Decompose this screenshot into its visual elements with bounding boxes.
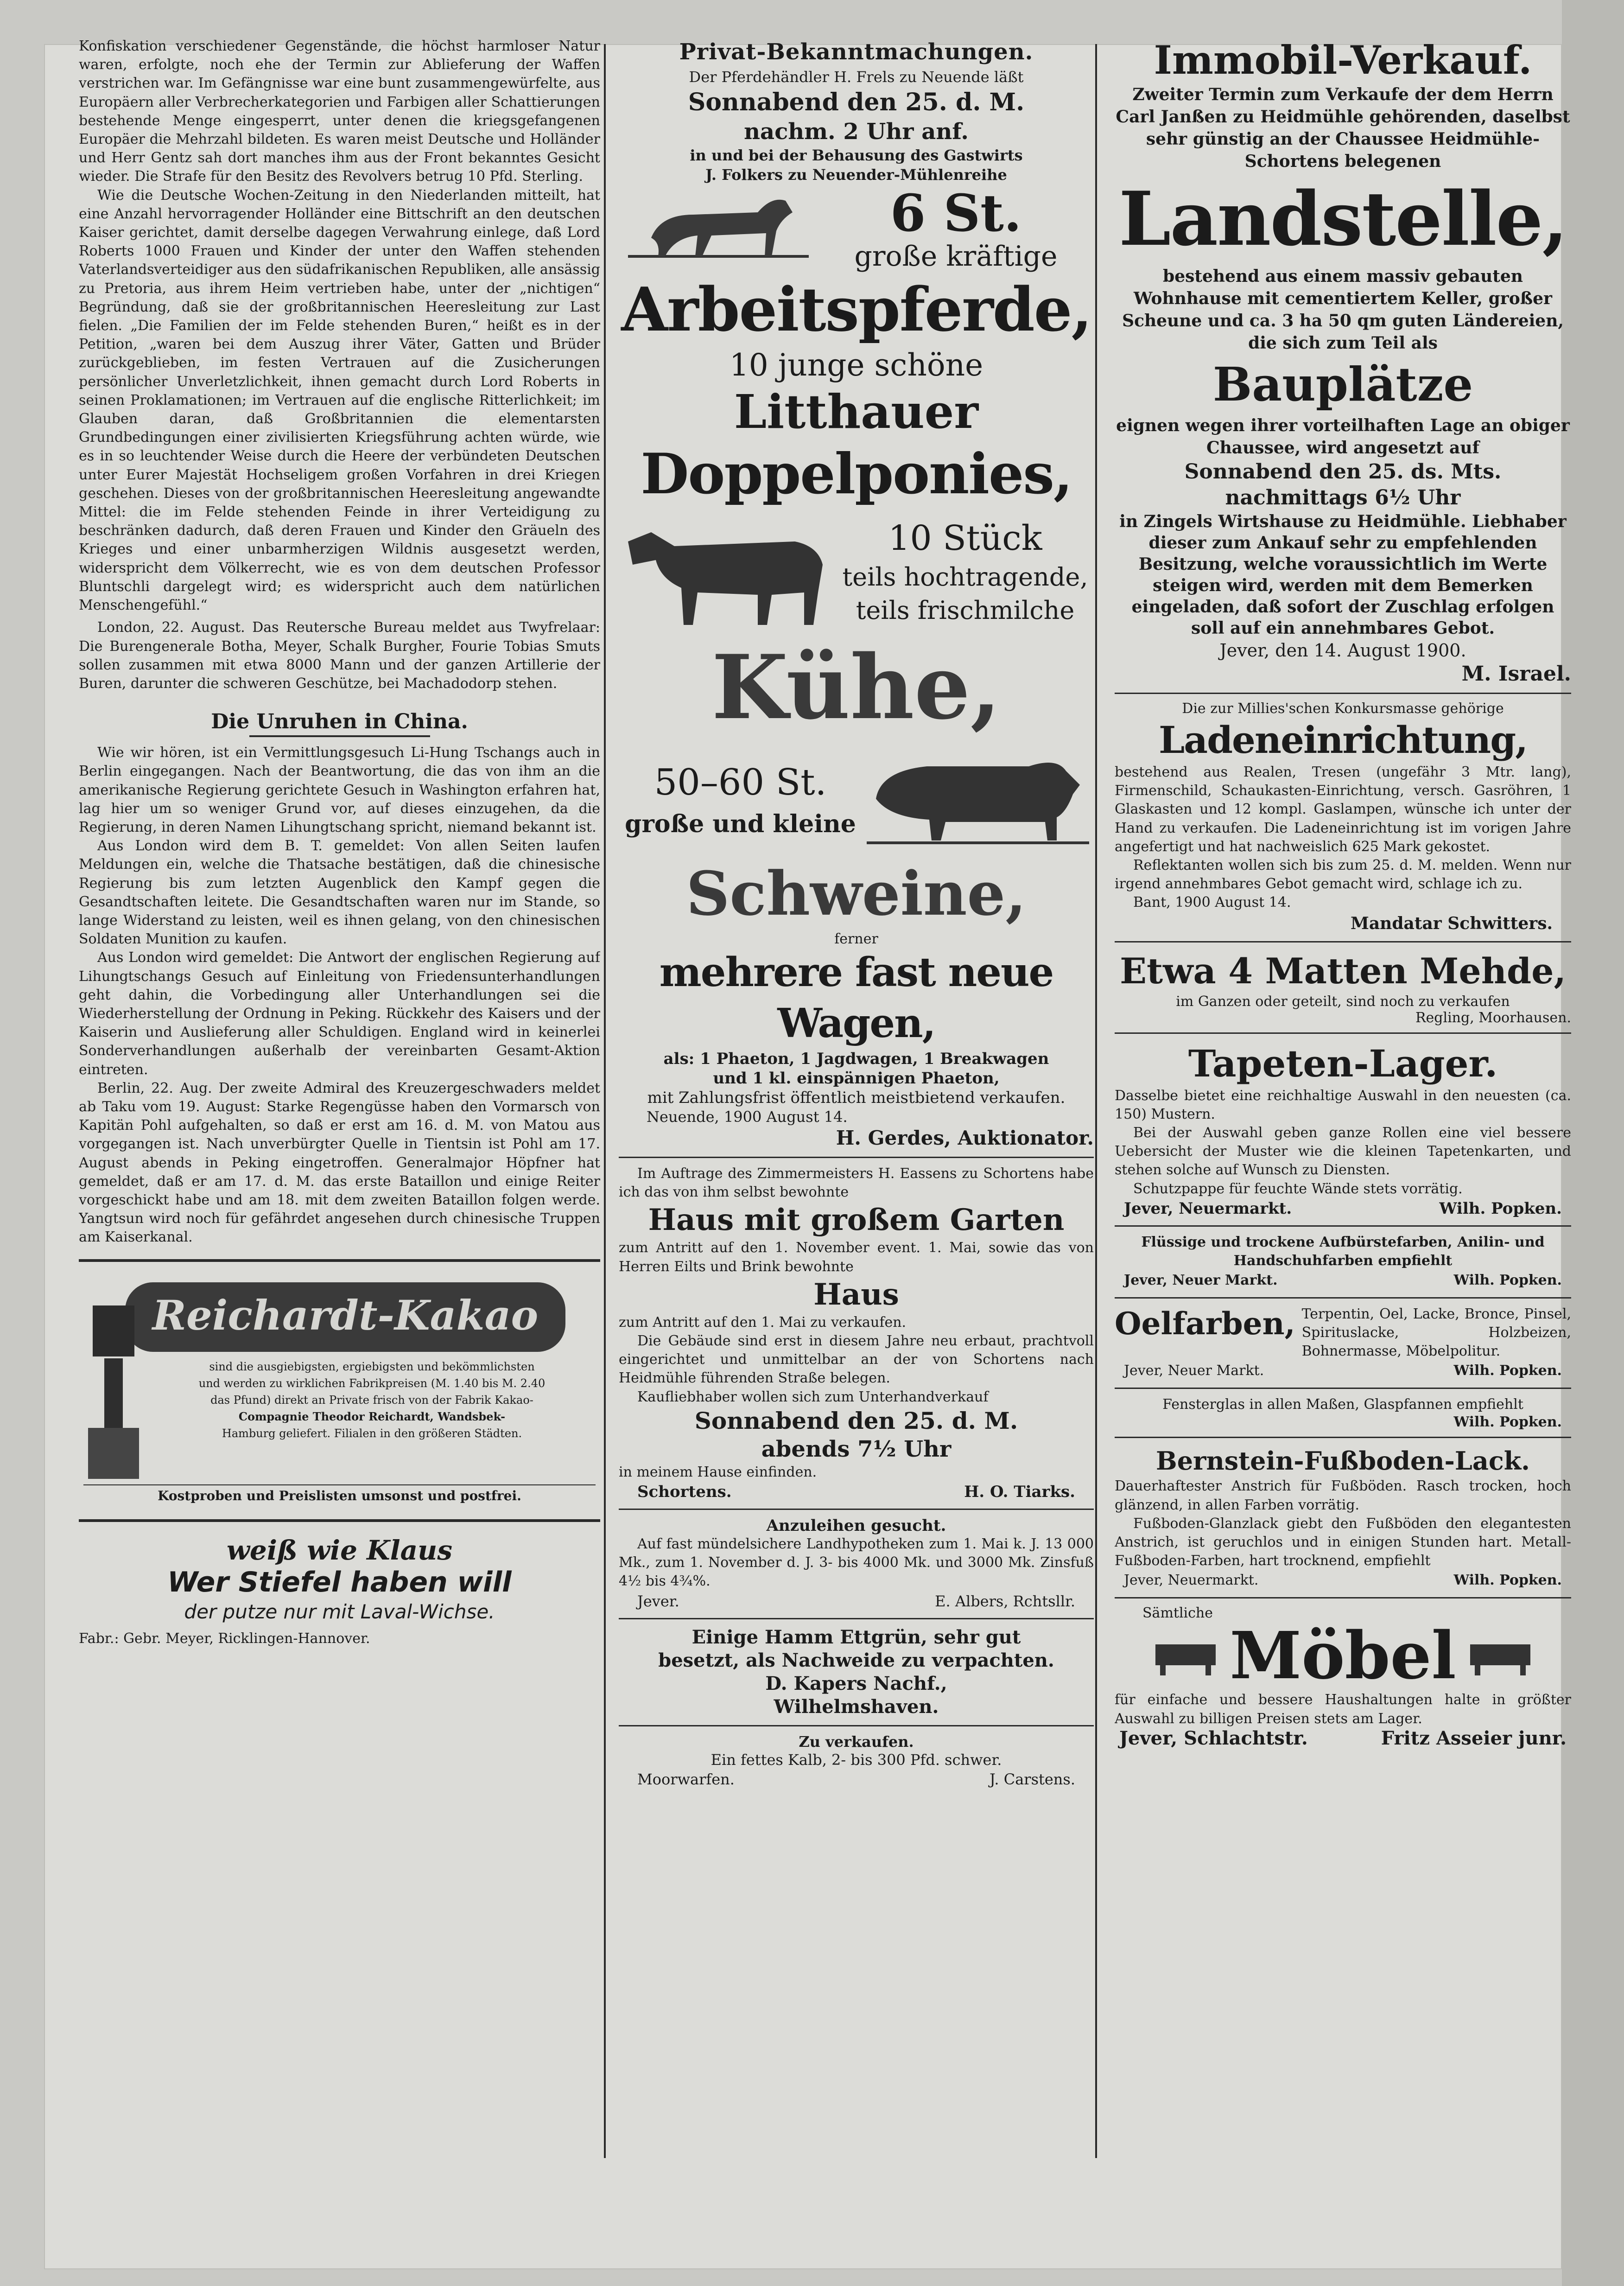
article-paragraph: Wie die Deutsche Wochen-Zeitung in den Niederlanden mitteilt, hat eine Anzahl hervorragender Holländer eine Bittschrift an den deutschen Kaiser gerichtet, damit derselbe dagegen Verwahrung einlege, daß Lord Roberts 1000 Frauen und Kinder der unter den Waffen stehenden Vaterlandsverteidiger aus den südafrikanischen Republiken, alle ansässig zu Pretoria, aus ihrem Heim vertrieben habe, unter der „nichtigen“ Begründung, daß sie der großbritannischen Heeresleitung zur Last fielen. „Die Familien der im Felde stehenden Buren,“ heißt es in der Petition, „waren bei dem Auszug ihrer Väter, Gatten und Brüder zurückgeblieben, im festen Vertrauen auf die Zusicherungen persönlicher Unverletzlichkeit, ihnen gemacht durch Lord Roberts in seinen Proklamationen; im Vertrauen auf die englische Ritterlichkeit; im Glauben daran, daß Großbritannien die elementarsten Grundbedingungen einer zivilisierten Kriegsführung achten würde, wie es in so leuchtender Weise durch die Heere der verbündeten Deutschen unter Eurer Majestät Hochseligem großen Vorfahren in drei Kriegen geschehen. Dieses von der großbritannischen Heeresleitung angewandte Mittel: die im Felde stehenden Feinde in ihrer Verteidigung zu beschränken dadurch, daß deren Frauen und Kinder den Gräueln des Krieges und einer unbarmherzigen Wildnis ausgesetzt werden, widerspricht dem Völkerrecht, wie es von dem deutschen Professor Bluntschli dargelegt wird; es widerspricht auch dem natürlichen Menschengefühl.“: [79, 187, 600, 614]
column-3: [1115, 37, 1571, 2170]
ad-text: für einfache und bessere Haushaltungen halte in größter Auswahl zu billigen Preisen stets am Lager.: [1115, 1692, 1571, 1727]
article-paragraph: Aus London wird gemeldet: Die Antwort der englischen Regierung auf Lihungtschangs Gesuch auf Einleitung von Friedensunterhandlungen geht dahin, die Vorbedingung aller Unterhandlungen sei die Wiederherstellung der Ordnung in Peking. Rückkehr des Kaisers und der Kaiserin und Auslieferung aller Schuldigen. England wird in keinerlei Sonderverhandlungen außerhalb der vereinbarten Gesamt-Aktion eintreten.: [79, 949, 600, 1078]
ad-line: Hamburg geliefert. Filialen in den größeren Städten.: [222, 1426, 522, 1440]
article-paragraph: Aus London wird dem B. T. gemeldet: Von allen Seiten laufen Meldungen ein, welche die Thatsache bestätigen, daß die chinesische Regierung bis zum letzten Augenblick den Kampf gegen die Gesandtschaften leitete. Die Gesandtschaften waren nur im Stande, so lange Widerstand zu leisten, weil es ihnen gelang, von den chinesischen Soldaten Munition zu kaufen.: [79, 838, 600, 948]
ad-place: Jever, Neuer Markt.: [1124, 1272, 1278, 1288]
ad-line: Der Pferdehändler H. Frels zu Neuende läßt: [689, 68, 1024, 86]
ad-line: teils hochtragende,: [842, 562, 1088, 592]
ad-text: bestehend aus Realen, Tresen (ungefähr 3 Mtr. lang), Firmenschild, Schaukasten-Einrichtung, versch. Gasröhren, 1 Glaskasten und 12 kompl. Gaslampen, wünsche ich unter der Hand zu verkaufen. Die Ladeneinrichtung ist im vorigen Jahre angefertigt und hat nachweislich 625 Mark gekostet.: [1115, 764, 1571, 855]
big-headline: Möbel: [1230, 1618, 1456, 1694]
furniture-icon: [1151, 1635, 1220, 1677]
ad-script-logo: weiß wie Klaus: [226, 1534, 453, 1566]
divider: [1115, 693, 1571, 694]
ad-footer: Kostproben und Preislisten umsonst und postfrei.: [83, 1484, 596, 1503]
ad-line: Einige Hamm Ettgrün, sehr gut: [691, 1626, 1021, 1648]
ad-signature: Fritz Asseier junr.: [1381, 1727, 1567, 1749]
big-headline: Bernstein-Fußboden-Lack.: [1156, 1446, 1530, 1476]
divider: [1115, 1437, 1571, 1438]
big-headline: Litthauer: [734, 384, 979, 439]
ad-text: Reflektanten wollen sich bis zum 25. d. M. melden. Wenn nur irgend annehmbares Gebot gemacht wird, schlage ich zu.: [1115, 857, 1571, 892]
ad-date: Jever, den 14. August 1900.: [1219, 640, 1466, 661]
section-heading: Die Unruhen in China.: [211, 710, 468, 734]
ad-line: D. Kapers Nachf.,: [765, 1672, 947, 1694]
ad-text: Die Gebäude sind erst in diesem Jahre neu erbaut, prachtvoll eingerichtet und unmittelbar an der von Schortens nach Heidmühle führenden Straße belegen.: [619, 1333, 1094, 1387]
ad-slogan: Wer Stiefel haben will: [167, 1566, 512, 1598]
ad-text: im Ganzen oder geteilt, sind noch zu verkaufen: [1176, 993, 1510, 1010]
ad-text: Dauerhaftester Anstrich für Fußböden. Rasch trocken, hoch glänzend, in allen Farben vorrätig.: [1115, 1478, 1571, 1513]
animal-count: 6 St.: [890, 183, 1022, 243]
ad-line: J. Folkers zu Neuender-Mühlenreihe: [705, 166, 1007, 184]
column-rule-1: [604, 44, 606, 2158]
ad-text: Zweiter Termin zum Verkaufe der dem Herrn Carl Janßen zu Heidmühle gehörenden, daselbst sehr günstig an der Chaussee Heidmühle-Schortens belegenen: [1116, 85, 1570, 171]
ad-line: und werden zu wirklichen Fabrikpreisen (M. 1.40 bis M. 2.40: [198, 1376, 546, 1390]
big-headline: Oelfarben,: [1115, 1305, 1295, 1342]
ad-headline: Haus: [813, 1277, 899, 1312]
ad-text: Bei der Auswahl geben ganze Rollen eine viel bessere Uebersicht der Muster wie die kleinen Tapetenkarten, und stehen solche auf Wunsch zu Diensten.: [1115, 1125, 1571, 1178]
ad-time: abends 7½ Uhr: [761, 1436, 952, 1462]
divider: [79, 1259, 600, 1262]
article-paragraph: Konfiskation verschiedener Gegenstände, die höchst harmloser Natur waren, erfolgte, noch ehe der Termin zur Ablieferung der Waffen verstrichen war. Im Gefängnisse war eine bunt zusammengewürfelte, aus Europäern aller Verbrecherkategorien und Farbigen aller Schattierungen bestehende Menge eingesperrt, unter denen die kriegsgefangenen Europäer die Mehrzahl bildeten. Es waren meist Deutsche und Holländer und Herr Gentz sah dort manches ihm aus der Front bekanntes Gesicht wieder. Die Strafe für den Besitz des Revolvers betrug 10 Pfd. Sterling.: [79, 38, 600, 185]
divider: [1115, 1297, 1571, 1299]
ad-line: 10 junge schöne: [729, 347, 983, 383]
ad-reichardt: [79, 1268, 600, 1513]
reichardt-logo-text: Reichardt-Kakao: [152, 1291, 539, 1339]
ad-place: Moorwarfen.: [637, 1770, 735, 1788]
column-2: [619, 37, 1094, 2170]
big-headline: Etwa 4 Matten Mehde,: [1120, 950, 1566, 992]
ad-text: Flüssige und trockene Aufbürstefarben, Anilin- und Handschuhfarben empfiehlt: [1141, 1234, 1545, 1269]
ad-text: Dasselbe bietet eine reichhaltige Auswahl in den neuesten (ca. 150) Mustern.: [1115, 1087, 1571, 1122]
ad-line: in und bei der Behausung des Gastwirts: [690, 146, 1023, 164]
big-headline: Arbeitspferde,: [621, 274, 1091, 345]
ad-line: sind die ausgiebigsten, ergiebigsten und bekömmlichsten: [209, 1360, 535, 1373]
ad-line: als: 1 Phaeton, 1 Jagdwagen, 1 Breakwagen: [663, 1050, 1049, 1068]
divider: [619, 1725, 1094, 1726]
ad-signature: Wilh. Popken.: [1453, 1414, 1562, 1431]
ad-place: Jever.: [637, 1592, 679, 1610]
divider: [1115, 1597, 1571, 1598]
divider: [79, 1519, 600, 1522]
ad-headline: Haus mit großem Garten: [648, 1203, 1065, 1238]
big-headline: Ladeneinrichtung,: [1158, 718, 1528, 762]
ad-signature: Wilh. Popken.: [1453, 1272, 1562, 1288]
big-headline: Landstelle,: [1118, 175, 1567, 262]
ad-headline: Zu verkaufen.: [799, 1732, 914, 1751]
ad-line: mit Zahlungsfrist öffentlich meistbietend verkaufen.: [647, 1089, 1066, 1107]
ad-line: Wilhelmshaven.: [774, 1695, 939, 1718]
ad-line: teils frischmilche: [856, 596, 1075, 625]
ad-place: Jever, Neuermarkt.: [1124, 1572, 1259, 1589]
big-headline: mehrere fast neue Wagen,: [659, 949, 1053, 1047]
divider: [619, 1157, 1094, 1158]
ad-text: Fensterglas in allen Maßen, Glaspfannen empfiehlt: [1162, 1396, 1523, 1413]
big-headline: Schweine,: [686, 858, 1027, 929]
ad-text: zum Antritt auf den 1. November event. 1. Mai, sowie das von Herren Eilts und Brink bewohnte: [619, 1240, 1094, 1275]
column-rule-2: [1095, 44, 1097, 2158]
ad-time: nachmittags 6½ Uhr: [1225, 486, 1461, 509]
ad-text: Im Auftrage des Zimmermeisters H. Eassens zu Schortens habe ich das von ihm selbst bewohnte: [619, 1165, 1094, 1201]
divider: [619, 1509, 1094, 1510]
ad-place: Jever, Neuer Markt.: [1124, 1363, 1264, 1379]
section-heading: Immobil-Verkauf.: [1154, 37, 1532, 83]
big-headline: Tapeten-Lager.: [1188, 1041, 1498, 1085]
ad-signature: J. Carstens.: [990, 1770, 1075, 1788]
ad-date: Bant, 1900 August 14.: [1133, 894, 1291, 911]
ad-laval-wichse: [79, 1528, 600, 1653]
divider: [1115, 1225, 1571, 1227]
ad-text: Terpentin, Oel, Lacke, Bronce, Pinsel, Spirituslacke, Holzbeizen, Bohnermasse, Möbelpolitur.: [1301, 1305, 1571, 1360]
article-paragraph: London, 22. August. Das Reutersche Bureau meldet aus Twyfrelaar: Die Burengenerale Botha, Meyer, Schalk Burgher, Fourie Tobias Smuts sollen zusammen mit etwa 8000 Mann und der ganzen Artillerie der Buren, darunter die schweren Geschütze, bei Machadodorp stehen.: [79, 619, 600, 692]
ad-signature: H. O. Tiarks.: [964, 1483, 1075, 1502]
ad-signature: Regling, Moorhausen.: [1415, 1009, 1571, 1026]
big-headline: Kühe,: [711, 636, 1001, 739]
column-1: [79, 37, 600, 2197]
ad-signature: Wilh. Popken.: [1439, 1199, 1562, 1218]
big-headline: Bauplätze: [1212, 357, 1473, 412]
big-headline: Doppelponies,: [641, 441, 1072, 507]
ad-line: Compagnie Theodor Reichardt, Wandsbek-: [238, 1409, 506, 1423]
divider: [1115, 1032, 1571, 1034]
article-paragraph: Berlin, 22. Aug. Der zweite Admiral des Kreuzergeschwaders meldet ab Taku vom 19. August: Starke Regengüsse haben den Vormarsch von Kapitän Pohl aufgehalten, so daß er erst am 16. d. M. von Matou aus vorgegangen ist. Nach unverbürgter Quelle in Tientsin ist Pohl am 17. August abends in Peking eingetroffen. Generalmajor Höpfner hat gemeldet, daß er am 17. d. M. das erste Bataillon und einige Reiter vorgeschickt habe und am 18. mit dem zweiten Bataillon folgen werde. Yangtsun wird noch für gefährdet angesehen durch chinesische Truppen am Kaiserkanal.: [79, 1080, 600, 1246]
ad-text: Kaufliebhaber wollen sich zum Unterhandverkauf: [637, 1388, 989, 1405]
page-edge: [1562, 0, 1624, 2286]
horse-icon: [619, 187, 818, 270]
ad-place: Schortens.: [637, 1483, 732, 1502]
ad-signature: Wilh. Popken.: [1453, 1572, 1562, 1589]
ad-signature: H. Gerdes, Auktionator.: [836, 1127, 1094, 1149]
divider: [619, 1618, 1094, 1619]
ad-headline: Anzuleihen gesucht.: [766, 1516, 946, 1535]
divider: [1115, 941, 1571, 942]
article-paragraph: Wie wir hören, ist ein Vermittlungsgesuch Li-Hung Tschangs auch in Berlin eingegangen. Nach der Beantwortung, die das von ihm an die amerikanische Regierung gerichtete Gesuch in Washington erfahren hat, lag hier um so weniger Grund vor, auf dieses einzugehen, da die Regierung, in deren Namen Lihungtschang spricht, niemand bekannt ist.: [79, 745, 600, 835]
ad-signature: E. Albers, Rchtsllr.: [935, 1592, 1075, 1610]
ad-date: Sonnabend den 25. d. M.: [688, 88, 1025, 116]
ad-slogan: der putze nur mit Laval-Wichse.: [184, 1600, 495, 1623]
ad-text: Fußboden-Glanzlack giebt den Fußböden den elegantesten Anstrich, ist geruchlos und in einigen Stunden hart. Metall-Fußboden-Farben, hart trocknend, empfiehlt: [1115, 1515, 1571, 1569]
ad-text: bestehend aus einem massiv gebauten Wohnhause mit cementiertem Keller, großer Scheune und ca. 3 ha 50 qm guten Ländereien, die sich zum Teil als: [1122, 267, 1564, 353]
furniture-icon: [1465, 1635, 1535, 1677]
ad-text: in Zingels Wirtshause zu Heidmühle. Liebhaber dieser zum Ankauf sehr zu empfehlenden Besitzung, welche voraussichtlich im Werte steigen wird, werden mit dem Bemerken eingeladen, daß sofort der Zuschlag erfolgen soll auf ein annehmbares Gebot.: [1119, 512, 1567, 638]
ad-line: das Pfund) direkt an Private frisch von der Fabrik Kakao-: [210, 1393, 533, 1407]
animal-count: 10 Stück: [888, 518, 1042, 558]
factory-chimney-icon: [83, 1358, 144, 1479]
divider: [1115, 1388, 1571, 1389]
ad-text: zum Antritt auf den 1. Mai zu verkaufen.: [619, 1314, 907, 1331]
ad-place: Jever, Neuermarkt.: [1124, 1199, 1292, 1218]
cow-icon: [619, 514, 837, 630]
animal-count: 50–60 St.: [654, 762, 827, 803]
ad-place: Jever, Schlachtstr.: [1119, 1727, 1308, 1749]
ad-text: Ein fettes Kalb, 2- bis 300 Pfd. schwer.: [710, 1751, 1002, 1769]
ad-text: Auf fast mündelsichere Landhypotheken zum 1. Mai k. J. 13 000 Mk., zum 1. November d. J. 3- bis 4000 Mk. und 3000 Mk. Zinsfuß 4½ bis 4¾%.: [619, 1536, 1094, 1590]
reichardt-logo-banner: [83, 1278, 584, 1356]
ad-line: besetzt, als Nachweide zu verpachten.: [658, 1649, 1054, 1671]
ad-line: große kräftige: [854, 240, 1058, 273]
ad-line: ferner: [834, 931, 878, 947]
ad-text: eignen wegen ihrer vorteilhaften Lage an obiger Chaussee, wird angesetzt auf: [1116, 416, 1570, 458]
ad-time: nachm. 2 Uhr anf.: [744, 119, 969, 145]
ad-maker: Fabr.: Gebr. Meyer, Ricklingen-Hannover.: [79, 1630, 370, 1647]
ad-date: Sonnabend den 25. d. M.: [694, 1407, 1018, 1434]
ad-text: Die zur Millies'schen Konkursmasse gehörige: [1182, 700, 1504, 717]
ad-signature: Mandatar Schwitters.: [1351, 913, 1553, 933]
ad-date: Neuende, 1900 August 14.: [647, 1108, 848, 1126]
china-text: [79, 744, 600, 1247]
ad-line: und 1 kl. einspännigen Phaeton,: [713, 1069, 1000, 1088]
heading-underline: [249, 735, 430, 737]
ad-text: in meinem Hause einfinden.: [619, 1464, 817, 1480]
ad-text: Sämtliche: [1142, 1605, 1213, 1622]
ad-date: Sonnabend den 25. ds. Mts.: [1184, 460, 1502, 484]
ad-signature: Wilh. Popken.: [1453, 1363, 1562, 1379]
ad-signature: M. Israel.: [1461, 662, 1571, 686]
ad-line: große und kleine: [625, 810, 856, 838]
pig-icon: [862, 743, 1094, 854]
section-heading: Privat-Bekanntmachungen.: [679, 39, 1034, 65]
news-text: [79, 37, 600, 693]
ad-text: Schutzpappe für feuchte Wände stets vorrätig.: [1133, 1180, 1463, 1197]
